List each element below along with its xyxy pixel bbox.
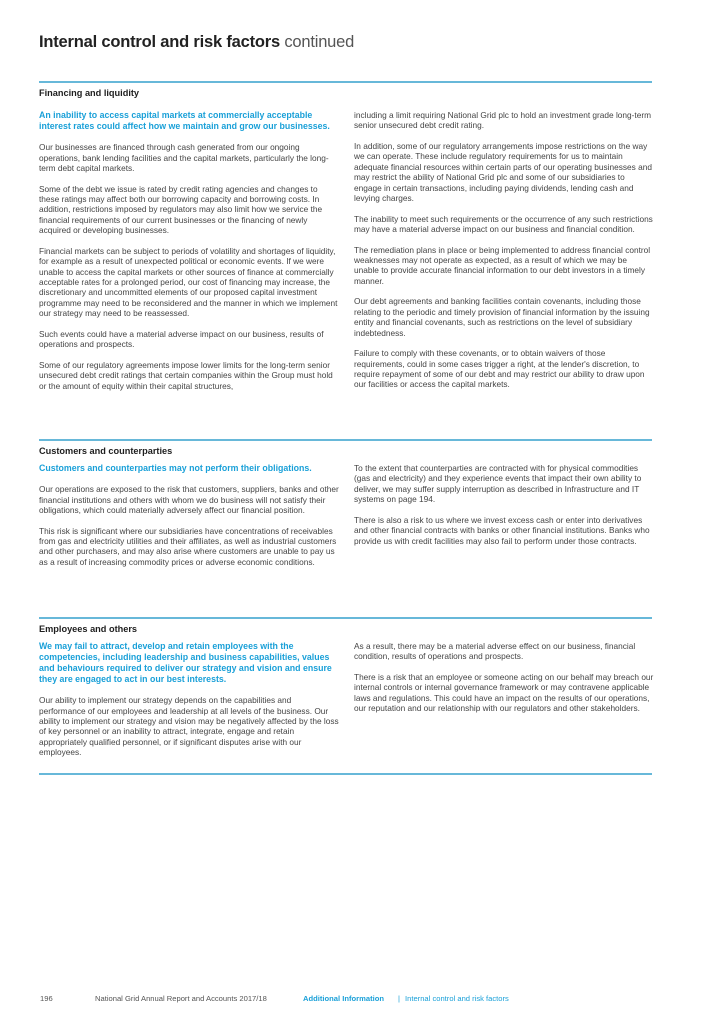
section-divider-bottom [39, 773, 652, 775]
section-heading-employees: Employees and others [39, 624, 138, 634]
footer-topic-link[interactable]: Internal control and risk factors [405, 994, 509, 1003]
customers-left-column [39, 463, 339, 577]
paragraph: including a limit requiring National Grid plc to hold an investment grade long-term senior unsecured debt credit rating. [354, 110, 651, 131]
paragraph: Some of our regulatory agreements impose lower limits for the long-term senior unsecured debt credit ratings that certain companies within the Group must hold or the amount of equity within their capital structures, [39, 359, 333, 391]
paragraph: To the extent that counterparties are contracted with for physical commodities (gas and electricity) and they experience events that impact their own ability to deliver, we may suffer supply interruption as described in Infrastructure and IT systems on page 194. [354, 463, 642, 505]
paragraph: The inability to meet such requirements or the occurrence of any such restrictions may have a material adverse impact on our business and financial condition. [354, 213, 653, 235]
employees-lead: We may fail to attract, develop and retain employees with the competencies, including leadership and business capabilities, values and behaviours required to deliver our strategy and vision and ensure they are engaged to act in our best interests. [39, 641, 332, 684]
paragraph: Failure to comply with these covenants, or to obtain waivers of those requirements, could in some cases trigger a right, at the lender's discretion, to require repayment of some of our debt and may restrict our ability to draw upon our facilities or access the capital markets. [354, 348, 645, 390]
customers-lead: Customers and counterparties may not perform their obligations. [39, 463, 312, 473]
page-title-continued: continued [279, 33, 355, 51]
report-title: National Grid Annual Report and Accounts 2017/18 [95, 994, 267, 1003]
page-title-main: Internal control and risk factors [39, 33, 280, 51]
section-heading-customers: Customers and counterparties [39, 446, 173, 456]
page-number: 196 [40, 994, 53, 1003]
financing-lead: An inability to access capital markets at commercially acceptable interest rates could affect how we maintain and grow our businesses. [39, 110, 330, 131]
paragraph: In addition, some of our regulatory arrangements impose restrictions on the way we can operate. These include regulatory requirements for us to maintain adequate financial resources within certain parts of our operating businesses and may restrict the ability of National Grid plc and some of our subsidiaries to engage in certain transactions, including paying dividends, lending cash and levying charges. [354, 141, 652, 204]
section-divider [39, 617, 652, 619]
paragraph: Some of the debt we issue is rated by credit rating agencies and changes to these ratings may affect both our borrowing capacity and borrowing costs. In addition, restrictions imposed by regulators may also limit how we service the financial requirements of our current businesses or the financing of newly acquired or developing businesses. [39, 183, 323, 236]
paragraph: The remediation plans in place or being implemented to address financial control weaknesses may not operate as expected, as a result of which we may be unable to provide accurate financial information to our debt investors in a timely manner. [354, 244, 651, 286]
paragraph: Such events could have a material adverse impact on our business, results of operations and prospects. [39, 328, 324, 350]
paragraph: There is a risk that an employee or someone acting on our behalf may breach our internal controls or internal governance framework or may contravene applicable laws and regulations. This could have an impact on the results of our operations, our reputation and our relationship with our regulators and other stakeholders. [354, 672, 654, 714]
paragraph: Our businesses are financed through cash generated from our ongoing operations, bank lending facilities and the capital markets, particularly the long-term debt capital markets. [39, 142, 329, 173]
section-heading-financing: Financing and liquidity [39, 88, 140, 98]
employees-left-column [39, 641, 339, 768]
paragraph: Financial markets can be subject to periods of volatility and shortages of liquidity, for example as a result of unexpected political or economic events. If we were unable to access the capital markets or other sources of finance at commercially acceptable rates for a prolonged period, our cost of financing may increase, the discretionary and uncommitted elements of our proposed capital investment programme may need to be reconsidered and the manner in which we implement our strategy may need to be reassessed. [39, 245, 338, 319]
customers-right-column [354, 463, 654, 556]
paragraph: There is also a risk to us where we invest excess cash or enter into derivatives and other financial contracts with banks or other financial institutions. Banks who provide us with credit facilities may also fail to perform under those contracts. [354, 514, 650, 546]
section-divider [39, 81, 652, 83]
footer-section-link[interactable]: Additional Information [303, 994, 384, 1003]
paragraph: This risk is significant where our subsidiaries have concentrations of receivables from gas and electricity utilities and their affiliates, as well as industrial customers and other purchasers, and may also arise where customers are unable to pay us as a result of increasing commodity prices or adverse economic conditions. [39, 525, 337, 567]
footer-separator: | [398, 994, 400, 1003]
section-divider [39, 439, 652, 441]
paragraph: As a result, there may be a material adverse effect on our business, financial condition, results of operations and prospects. [354, 641, 636, 662]
paragraph: Our debt agreements and banking facilities contain covenants, including those relating to the periodic and timely provision of financial information by the issuing entity and financial covenants, such as restrictions on the level of subsidiary indebtedness. [354, 296, 650, 338]
page-title [39, 33, 354, 52]
financing-right-column [354, 110, 654, 400]
paragraph: Our operations are exposed to the risk that customers, suppliers, banks and other financial institutions and others with whom we do business will not satisfy their obligations, which could materially adversely affect our financial position. [39, 484, 339, 515]
paragraph: Our ability to implement our strategy depends on the capabilities and performance of our employees and leadership at all levels of the business. Our ability to implement our strategy and vision may be negatively affected by the loss of key personnel or an inability to attract, integrate, engage and retain appropriately qualified personnel, or if significant disputes arise with our employees. [39, 695, 339, 758]
employees-right-column [354, 641, 654, 724]
financing-left-column [39, 110, 339, 401]
